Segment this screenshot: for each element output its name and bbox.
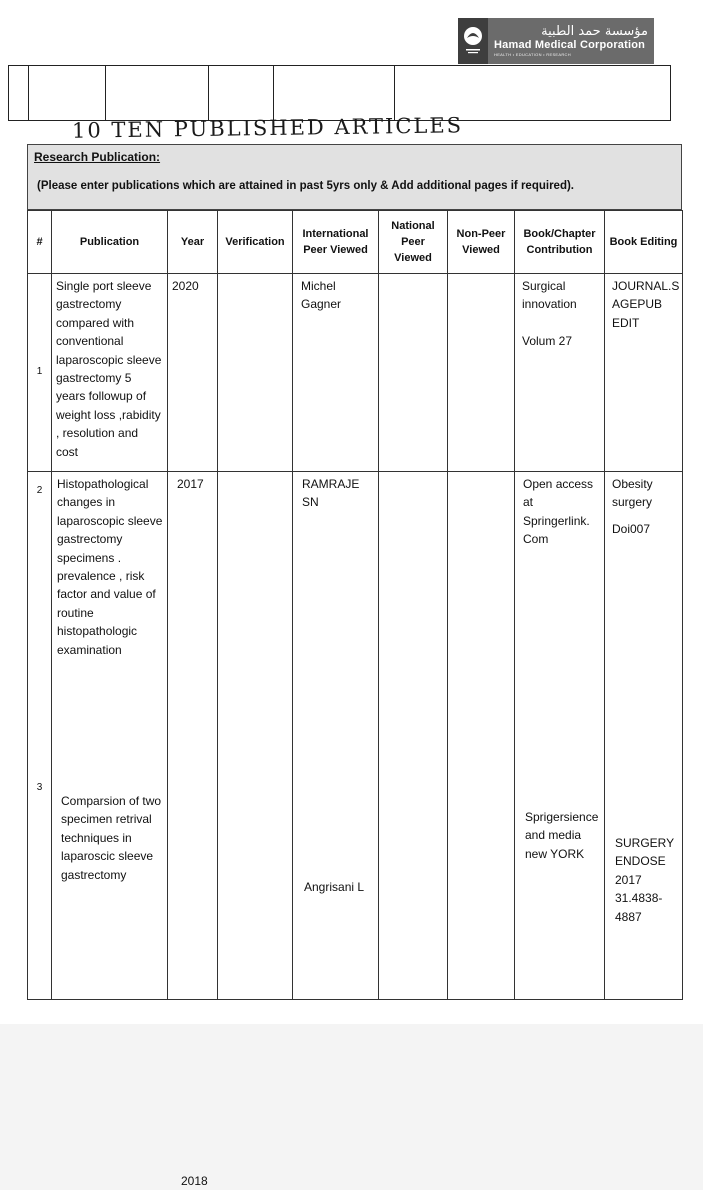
international-text: RAMRAJE SN [302,477,360,510]
editing-cell: JOURNAL.S AGEPUB EDIT [605,274,683,472]
national-cell [379,472,448,1000]
verification-cell [218,472,293,1000]
blank-cell [29,66,106,121]
publication-cell [52,472,168,1000]
blank-cell [209,66,274,121]
blank-cell [274,66,395,121]
international-text: Angrisani L [304,880,365,894]
editing-cell [605,472,683,1000]
editing-text: Obesity surgery [612,477,653,510]
book-line: Volum 27 [522,333,573,348]
year-text: 2018 [181,1174,208,1188]
header-blank-table [8,65,671,121]
row-number: 2 [36,485,43,496]
year-cell [168,472,218,1188]
book-cell [515,472,605,1000]
blank-cell [9,66,29,121]
header-num: # [28,211,52,274]
blank-cell [395,66,671,121]
logo-english-text: Hamad Medical Corporation [494,38,646,51]
book-line: Surgical innovation [522,279,577,312]
publication-text: Comparsion of two specimen retrival techniques in laparoscic sleeve gastrectomy [61,794,162,882]
header-editing: Book Editing [605,211,683,274]
row-number: 3 [36,782,43,793]
publications-table [27,210,683,1188]
header-verification: Verification [218,211,293,274]
hmc-emblem-icon [458,18,488,64]
book-text: Sprigersience and media new YORK [525,810,599,861]
table-row [28,472,683,1000]
header-nonpeer: Non-Peer Viewed [448,211,515,274]
header-year: Year [168,211,218,274]
book-cell [515,274,605,472]
header-national: National Peer Viewed [379,211,448,274]
national-cell [379,274,448,472]
research-publication-box [27,144,682,210]
header-publication: Publication [52,211,168,274]
international-cell: Michel Gagner [293,274,379,472]
research-title: Research Publication: [34,150,161,164]
header-book: Book/Chapter Contribution [515,211,605,274]
international-cell [293,472,379,1000]
logo-arabic-text: مؤسسة حمد الطبية [541,23,648,39]
year-cell: 2020 [168,274,218,472]
row-number: 1 [28,274,52,472]
editing-text: SURGERY ENDOSE 2017 31.4838-4887 [615,836,674,924]
nonpeer-cell [448,274,515,472]
table-header-row [28,211,683,274]
book-text: Open access at Springerlink. Com [523,477,594,547]
publication-text: Histopathological changes in laparoscopic sleeve gastrectomy specimens . prevalence , risk factor and value of routine histopathologic examination [57,477,163,657]
verification-cell [218,274,293,472]
hmc-logo [458,18,654,64]
handwritten-heading: 10 TEN PUBLISHED ARTICLES [71,113,464,143]
row-number-cell [28,472,52,1000]
year-text: 2017 [177,477,204,491]
publication-cell: Single port sleeve gastrectomy compared with conventional laparoscopic sleeve gastrectomy 5 years followup of weight loss ,rabidity , resolution and cost [52,274,168,472]
nonpeer-cell [448,472,515,1000]
logo-tagline: HEALTH • EDUCATION • RESEARCH [494,51,571,57]
blank-cell [106,66,209,121]
table-row [28,274,683,472]
editing-text: Doi007 [612,522,651,536]
header-international: International Peer Viewed [293,211,379,274]
research-note: (Please enter publications which are attained in past 5yrs only & Add additional pages if required). [37,180,574,192]
